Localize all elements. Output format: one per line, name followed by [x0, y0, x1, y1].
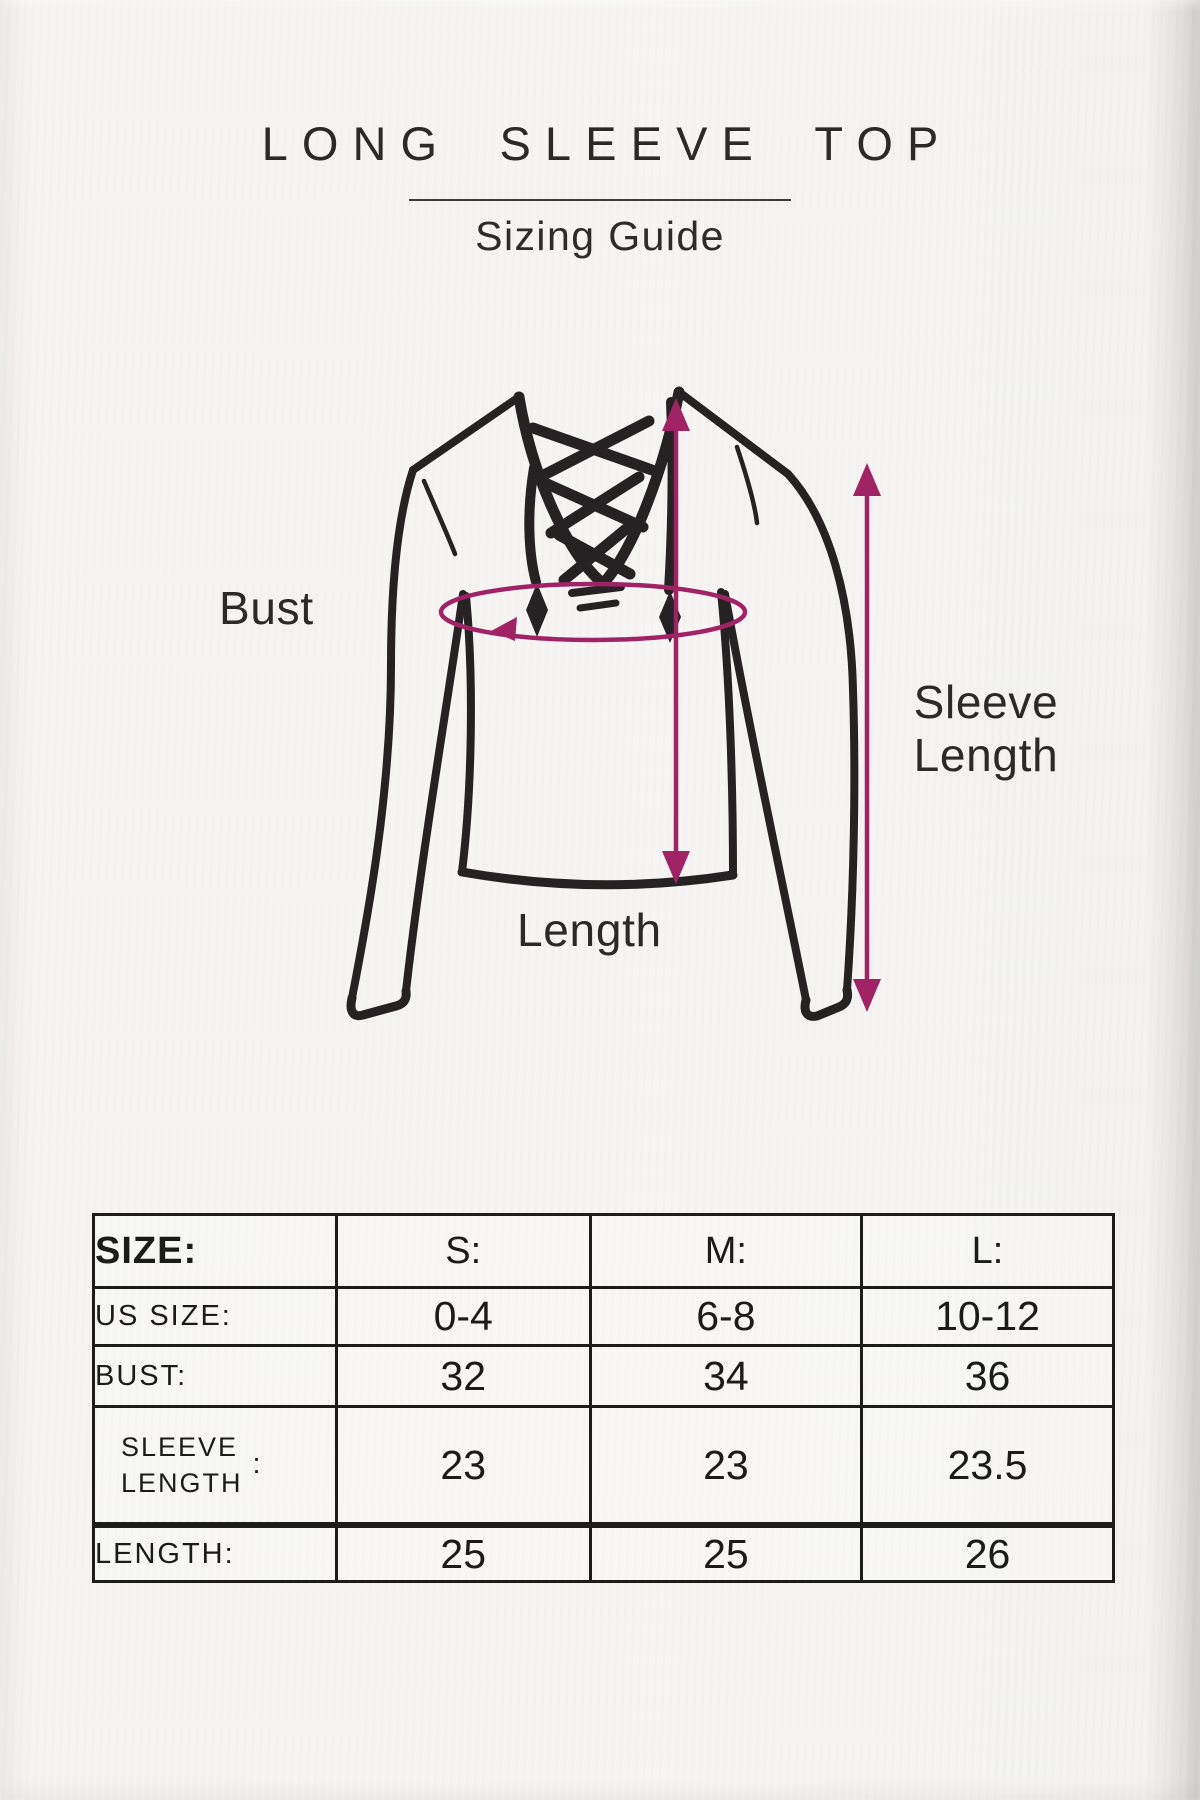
bust-label: BUST: — [94, 1346, 337, 1407]
sleeve-length-label-line2: LENGTH — [121, 1468, 243, 1498]
us-size-row — [94, 1288, 1114, 1346]
bust-value-l: 36 — [862, 1346, 1114, 1407]
sleeve-length-label-cell — [94, 1407, 337, 1526]
neckline-lacing — [519, 392, 679, 608]
us-size-label: US SIZE: — [94, 1288, 337, 1346]
sleeve-length-label — [95, 1429, 335, 1502]
left-shoulder-line — [413, 397, 519, 470]
length-label: LENGTH: — [94, 1525, 337, 1582]
length-value-m: 25 — [590, 1525, 861, 1582]
sleeve-length-value-s: 23 — [336, 1407, 590, 1526]
us-size-value-l: 10-12 — [862, 1288, 1114, 1346]
sleeve-label-line1: Sleeve — [913, 676, 1059, 728]
sleeve-label-line2: Length — [913, 729, 1059, 782]
lace-rung-2 — [580, 603, 616, 608]
right-sleeve-inner — [725, 594, 806, 1000]
size-chart-table — [92, 1213, 1115, 1583]
page-title: LONG SLEEVE TOP — [261, 117, 953, 170]
length-value-l: 26 — [862, 1525, 1114, 1582]
length-row — [94, 1525, 1114, 1582]
sleeve-length-value-m: 23 — [590, 1407, 861, 1526]
header-cell-s: S: — [336, 1215, 590, 1288]
aglet-left — [526, 583, 548, 637]
header-cell-l: L: — [862, 1215, 1114, 1288]
left-body-side — [462, 596, 471, 872]
us-size-value-m: 6-8 — [590, 1288, 861, 1346]
sleeve-length-measure-label — [888, 676, 1084, 783]
lace-cross-1b — [538, 421, 649, 478]
right-shoulder-line — [679, 392, 788, 474]
drawstring-left — [529, 468, 536, 582]
left-sleeve-outer — [352, 470, 413, 998]
header-cell-m: M: — [590, 1215, 861, 1288]
bust-value-s: 32 — [336, 1346, 590, 1407]
bust-measure-label: Bust — [219, 582, 314, 634]
bust-arrowhead — [491, 617, 517, 641]
right-cuff — [805, 990, 848, 1016]
page-subtitle: Sizing Guide — [475, 213, 725, 259]
right-sleeve-outer — [788, 474, 854, 990]
length-value-s: 25 — [336, 1525, 590, 1582]
sleeve-length-value-l: 23.5 — [862, 1407, 1114, 1526]
right-shoulder-seam-accent — [737, 447, 757, 523]
length-measure-label: Length — [517, 904, 662, 956]
left-sleeve-inner — [406, 594, 463, 991]
left-cuff — [351, 991, 406, 1016]
sleeve-length-label-colon: : — [252, 1448, 263, 1481]
sleeve-length-row — [94, 1407, 1114, 1526]
sleeve-arrowhead-top — [853, 463, 881, 496]
us-size-value-s: 0-4 — [336, 1288, 590, 1346]
hem-line — [462, 872, 733, 885]
header-cell-size: SIZE: — [94, 1215, 337, 1288]
bust-value-m: 34 — [590, 1346, 861, 1407]
sleeve-length-label-line1: SLEEVE — [121, 1431, 239, 1462]
lace-rung-1 — [572, 587, 621, 593]
size-chart-header-row — [94, 1215, 1114, 1288]
measurement-arrows — [441, 424, 867, 986]
sleeve-arrowhead-bottom — [853, 979, 881, 1012]
left-shoulder-seam-accent — [424, 481, 455, 554]
bust-row — [94, 1346, 1114, 1407]
